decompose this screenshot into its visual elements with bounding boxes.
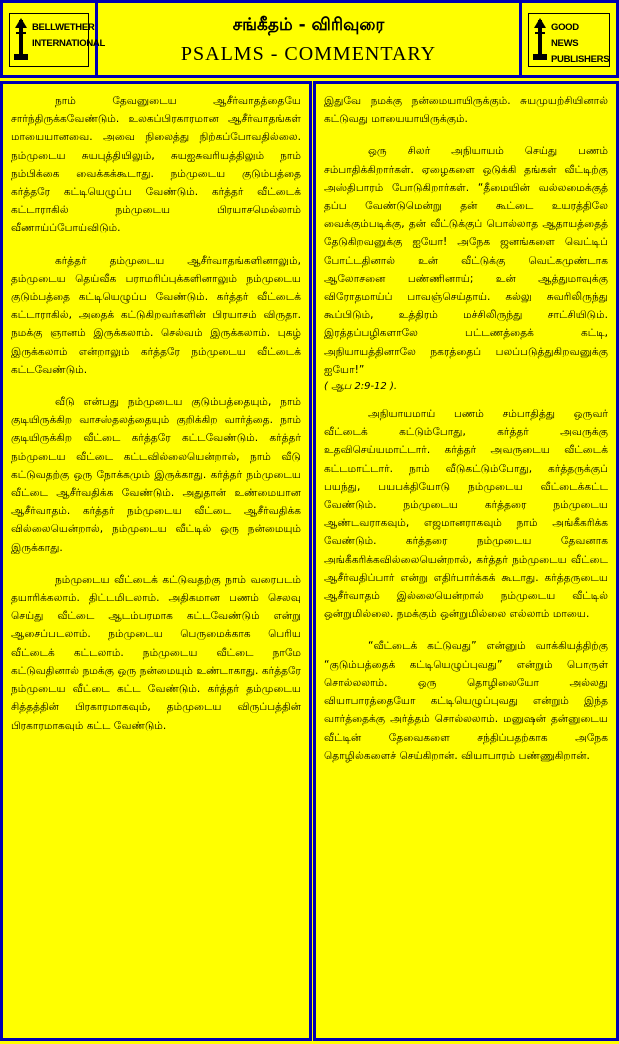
bellwether-logo: [3, 3, 105, 75]
good-news-logo: [519, 3, 616, 75]
bellwether-line2: INTERNATIONAL: [32, 38, 105, 49]
paragraph: கர்த்தர் தம்முடைய ஆசீர்வாதங்களினாலும், தம்முடைய தெய்வீக பராமரிப்புக்களினாலும் நம்முடைய குடும்பத்தை கட்டியெழுப்ப வேண்டும். கர்த்தர் வீட்டைக் கட்டாராகில், அதைக் கட்டுகிறவர்களின் பிரயாசம் விருதா. நமக்கு ஞானம் இருக்கலாம். செல்வம் இருக்கலாம். புகழ் இருக்கலாம் என்றாலும் கர்த்தரே நம்முடைய வீட்டைக் கட்டவேண்டும்.: [11, 254, 301, 376]
title-english: PSALMS - COMMENTARY: [180, 43, 437, 65]
right-column: [313, 81, 619, 1041]
paragraph: “வீட்டைக் கட்டுவது” என்னும் வாக்கியத்திற்கு “குடும்பத்தைக் கட்டியெழுப்புவது” என்றும் பொருள் சொல்லலாம். ஒரு தொழிலையோ அல்லது வியாபாரத்தையோ கட்டியெழுப்புவது என்றும் இந்த வார்த்தைக்கு அர்த்தம் சொல்லலாம். மனுஷன் தன்னுடைய வீட்டின் தேவைகளை சந்திப்பதற்காக அநேக தொழில்களைச் செய்கிறான். வியாபாரம் பண்ணுகிறான்.: [324, 640, 608, 762]
good-news-line1: GOOD NEWS: [551, 22, 579, 49]
paragraph: நம்முடைய வீட்டைக் கட்டுவதற்கு நாம் வரைபடம் தயாரிக்கலாம். திட்டமிடலாம். அதிகமான பணம் செலவு செய்து வீட்டை ஆடம்பரமாக கட்டவேண்டும் என்று ஆசைப்படலாம். நம்முடைய பெருமைக்காக பெரிய வீட்டைக் கட்டலாம். நம்முடைய வீட்டை நாமே கட்டுவதினால் நமக்கு ஒரு நன்மையும் உண்டாகாது. கர்த்தரே நம்முடைய வீட்டை கட்ட வேண்டும். கர்த்தர் தம்முடைய சித்தத்தின் பிரகாரமாகவும், தம்முடைய விருப்பத்தின் பிரகாரமாகவும் கட்ட வேண்டும்.: [11, 573, 301, 732]
paragraph: அநியாயமாய் பணம் சம்பாதித்து ஒருவர் வீட்டைக் கட்டும்போது, கர்த்தர் அவருக்கு உதவிசெய்யமாட்டார். கர்த்தர் அவருடைய வீட்டைக் கட்டமாட்டார். நாம் வீடுகட்டும்போது, கர்த்தருக்குப் பயந்து, பயபக்தியோடு நம்முடைய வீட்டைக்கட்ட வேண்டும். நம்முடைய கர்த்தரை நம்முடைய ஆண்டவராகவும், எஜமானராகவும் நாம் அங்கீகரிக்க வேண்டும். கர்த்தரை நம்முடைய தேவனாக அங்கீகரிக்கவில்லையென்றால், கர்த்தர் நம்முடைய வீட்டை ஆசீர்வதிப்பார் என்று எதிர்பார்க்கக் கூடாது. கர்த்தருடைய ஆசீர்வாதம் இல்லையென்றால் நம்முடைய வீட்டில் ஒன்றுமில்லை. நமக்கும் ஒன்றுமில்லை எல்லாம் மாயை.: [324, 408, 608, 621]
bellwether-logo-frame: [9, 13, 105, 67]
bellwether-icon: [12, 18, 30, 62]
bellwether-line1: BELLWETHER: [32, 22, 95, 33]
good-news-logo-text: [551, 20, 610, 68]
paragraph: வீடு என்பது நம்முடைய குடும்பத்தையும், நாம் குடியிருக்கிற வாசஸ்தலத்தையும் குறிக்கிற வார்த்தை. நாம் குடியிருக்கிற வீட்டை கர்த்தரே கட்டவேண்டும். கர்த்தர் நம்முடைய வீட்டை கட்டவில்லையென்றால், நாம் வீடு கட்டுவதற்கு ஒரு நோக்கமும் இருக்காது. கர்த்தர் நம்முடைய வீட்டை ஆசீர்வதிக்க வேண்டும். அதுதான் உண்மையான ஆசீர்வாதம். கர்த்தர் நம்முடைய வீட்டை ஆசீர்வதிக்க வில்லையென்றால், நம்முடைய வீட்டில் ஒரு நன்மையும் இருக்காது.: [11, 396, 301, 554]
title-tamil: சங்கீதம் - விரிவுரை: [232, 15, 385, 35]
bellwether-logo-text: [32, 20, 105, 52]
paragraph: ஒரு சிலர் அநியாயம் செய்து பணம் சம்பாதிக்கிறார்கள். ஏழைகளை ஒடுக்கி தங்கள் வீட்டிற்கு அஸ்திபாரம் போடுகிறார்கள். “தீமையின் வல்லமைக்குத் தப்ப வேண்டுமென்று தன் கூட்டை உயரத்திலே வைக்கும்படிக்கு, தன் வீட்டுக்குப் பொல்லாத ஆதாயத்தைத் தேடுகிறவனுக்கு ஐயோ! அநேக ஜனங்களை வெட்டிப் போட்டதினால் உன் வீட்டுக்கு வெட்கமுண்டாக ஆலோசனை பண்ணினாய்; உன் ஆத்துமாவுக்கு விரோதமாய்ப் பாவஞ்செய்தாய். கல்லு சுவரிலிருந்து கூப்பிடும், உத்திரம் மச்சிலிருந்து சாட்சியிடும். இரத்தப்பழிகளாலே பட்டணத்தைக் கட்டி, அநியாயத்தினாலே நகரத்தைப் பலப்படுத்துகிறவனுக்கு ஐயோ!”: [324, 145, 608, 376]
paragraph: இதுவே நமக்கு நன்மையாயிருக்கும். சுயமுயற்சியினால் கட்டுவது மாயையாயிருக்கும்.: [324, 95, 608, 126]
good-news-logo-frame: [528, 13, 610, 67]
header: [0, 0, 619, 78]
title-box: [98, 3, 519, 75]
good-news-line2: PUBLISHERS: [551, 54, 610, 65]
good-news-icon: [531, 18, 549, 62]
scripture-reference: ( ஆப 2:9-12 ).: [324, 381, 398, 393]
paragraph: நாம் தேவனுடைய ஆசீர்வாதத்தையே சார்ந்திருக்கவேண்டும். உலகப்பிரகாரமான ஆசீர்வாதங்கள் மாயையானவை. அவை நிலைத்து நிற்கப்போவதில்லை. நம்முடைய சுயபுத்தியிலும், சுயஐசுவரியத்திலும் நாம் நம்பிக்கை வைக்கக்கூடாது. நம்முடைய குடும்பத்தை கர்த்தரே கட்டியெழுப்ப வேண்டும். கர்த்தர் வீட்டைக் கட்டாராகில் நம்முடைய பிரயாசமெல்லாம் வீணாய்ப்போய்விடும்.: [11, 95, 301, 235]
left-column: [0, 81, 312, 1041]
